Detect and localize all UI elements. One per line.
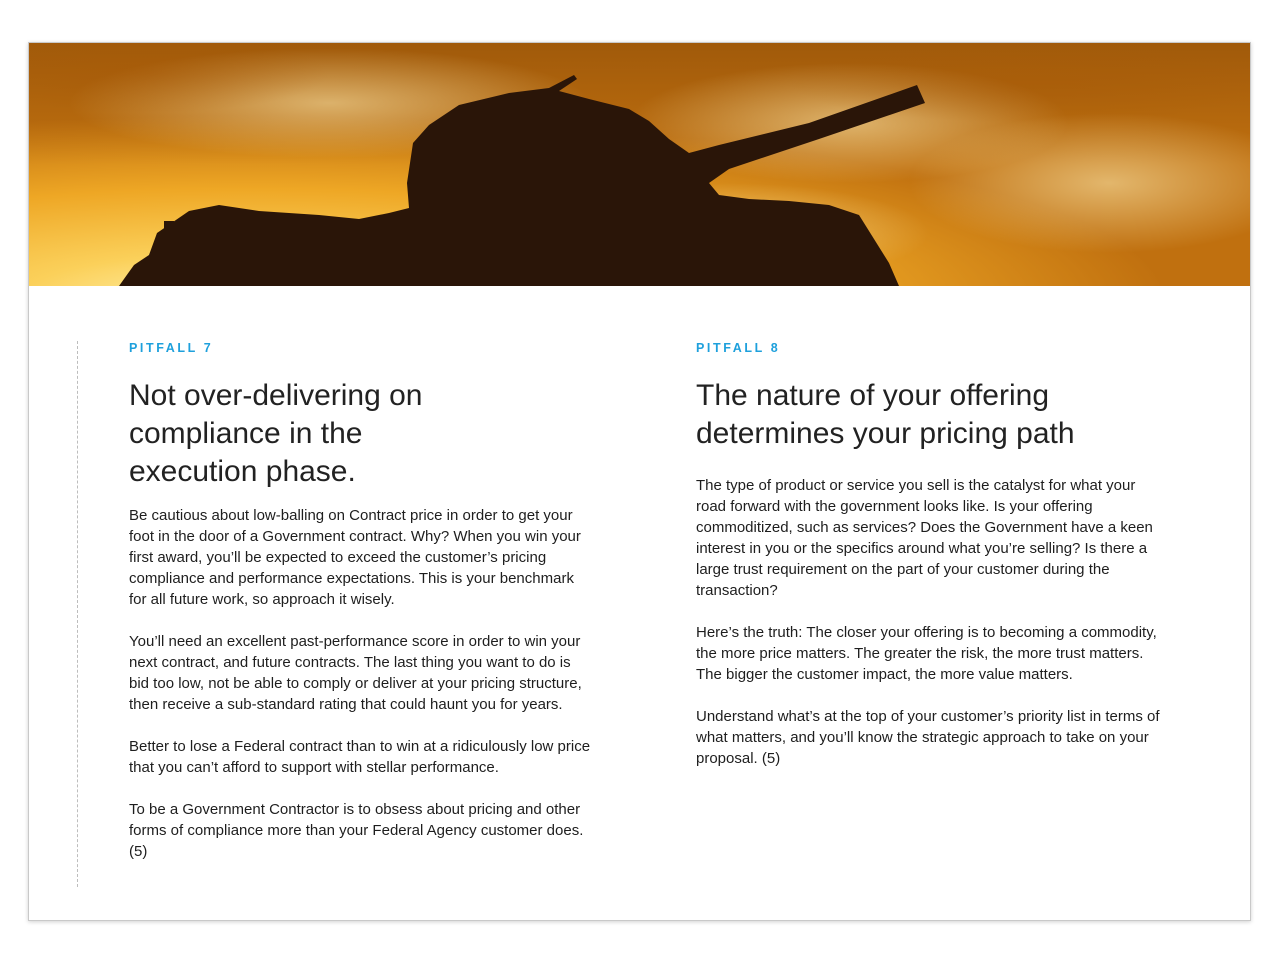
pitfall-8-body [696,475,1176,769]
pitfall-7-body [129,505,599,862]
document-page [28,42,1251,921]
pitfall-7-section [129,341,599,883]
pitfall-7-paragraph: Better to lose a Federal contract than to win at a ridiculously low price that you can’t afford to support with stellar performance. [129,738,591,776]
pitfall-7-paragraph: To be a Government Contractor is to obsess about pricing and other forms of compliance more than your Federal Agency customer does. (5) [129,801,584,860]
pitfall-8-paragraph: Here’s the truth: The closer your offering is to becoming a commodity, the more price matters. The greater the risk, the more trust matters. The bigger the customer impact, the more value matters. [696,624,1157,683]
pitfall-7-paragraph: You’ll need an excellent past-performance score in order to win your next contract, and future contracts. The last thing you want to do is bid too low, not be able to comply or deliver at your pricing structure, then receive a sub-standard rating that could haunt you for years. [129,633,582,713]
pitfall-8-label: PITFALL 8 [696,341,781,355]
pitfall-8-paragraph: Understand what’s at the top of your customer’s priority list in terms of what matters, and you’ll know the strategic approach to take on your proposal. (5) [696,708,1160,767]
column-divider [77,341,78,887]
pitfall-8-section [696,341,1176,790]
tank-silhouette-image [29,43,1251,286]
pitfall-8-paragraph: The type of product or service you sell is the catalyst for what your road forward with the government looks like. Is your offering commoditized, such as services? Does the Government have a keen interest in you or the specifics around what you’re selling? Is there a large trust requirement on the part of your customer during the transaction? [696,477,1153,599]
pitfall-7-label: PITFALL 7 [129,341,214,355]
pitfall-7-paragraph: Be cautious about low-balling on Contract price in order to get your foot in the door of a Government contract. Why? When you win your first award, you’ll be expected to exceed the customer’s pricing compliance and performance expectations. This is your benchmark for all future work, so approach it wisely. [129,507,581,608]
pitfall-7-title: Not over-delivering on compliance in the execution phase. [129,379,423,488]
pitfall-8-title: The nature of your offering determines your pricing path [696,379,1075,450]
hero-image [29,43,1251,286]
